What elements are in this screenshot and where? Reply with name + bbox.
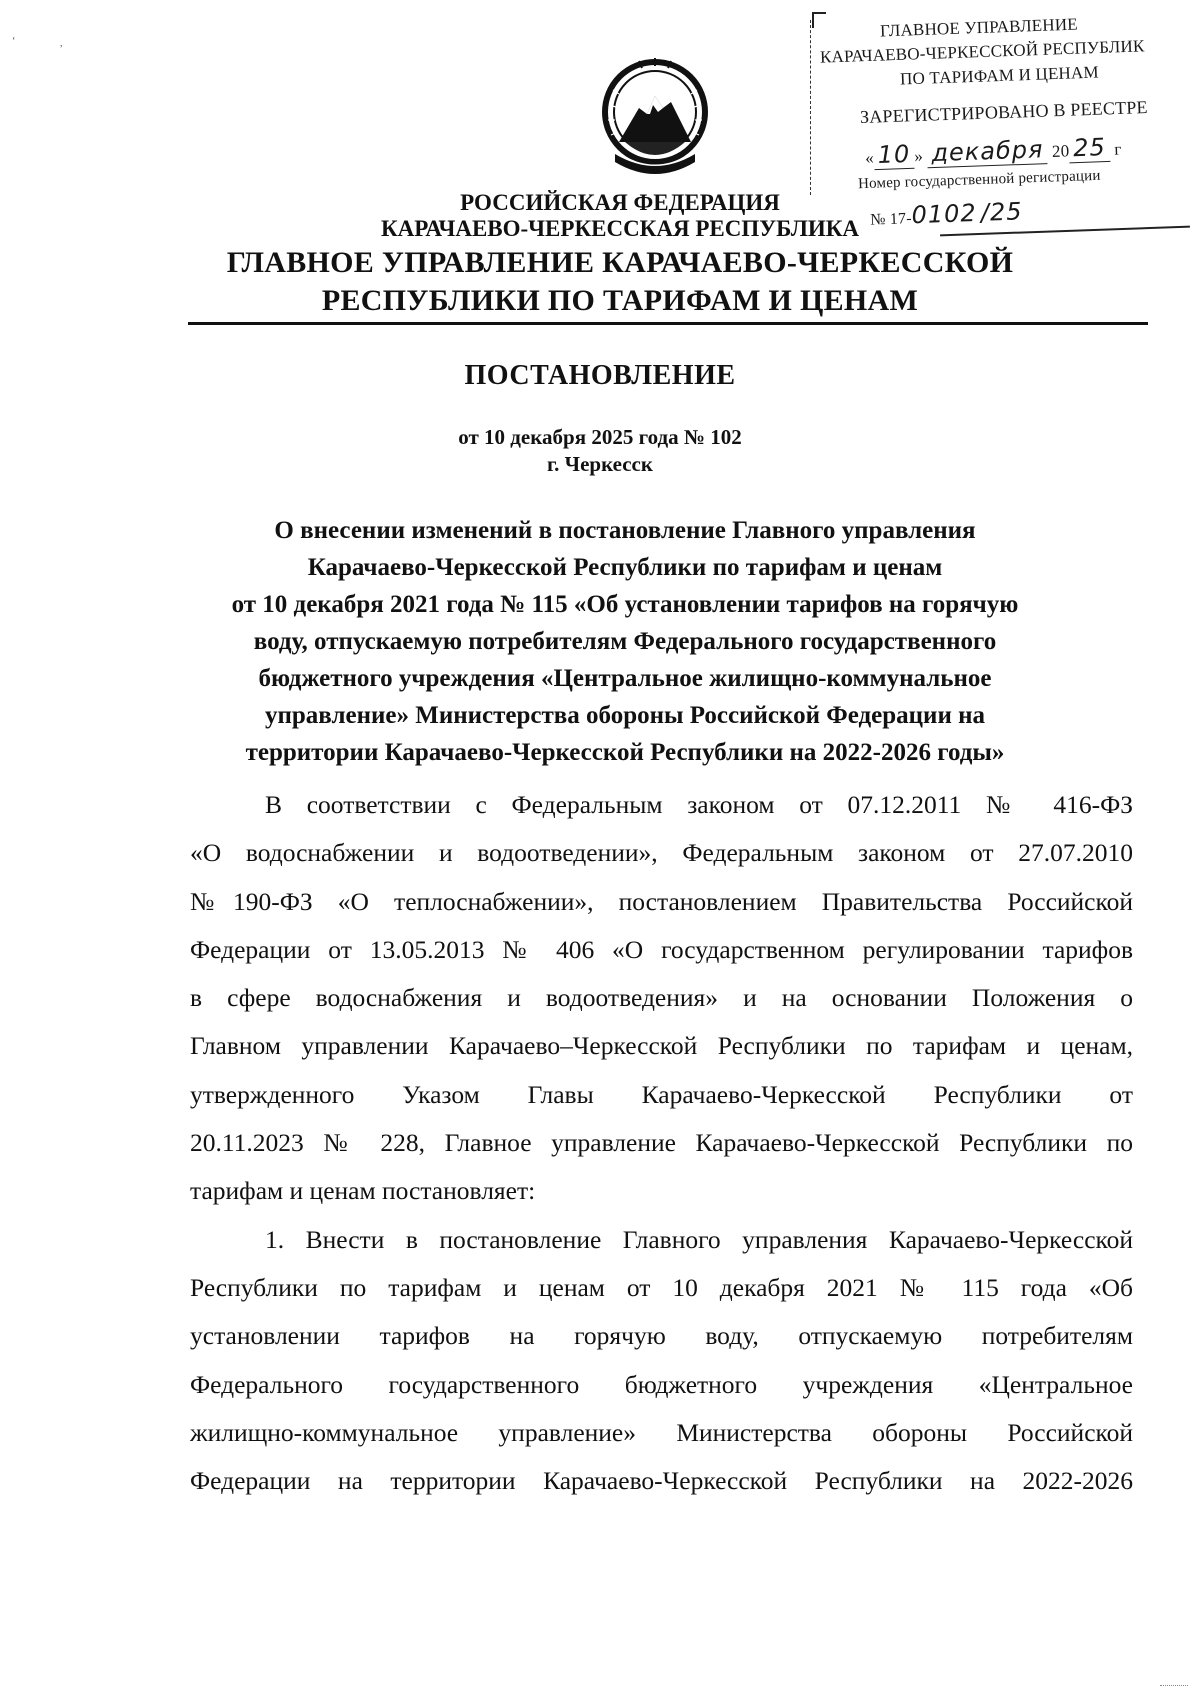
stamp-corner-mark bbox=[812, 12, 826, 28]
body-line: «О водоснабжении и водоотведении», Федеральным законом от 27.07.2010 bbox=[190, 838, 1133, 868]
subject-line: воду, отпускаемую потребителям Федерального государственного bbox=[253, 628, 997, 655]
stamp-registered-label: ЗАРЕГИСТРИРОВАНО В РЕЕСТРЕ bbox=[859, 96, 1149, 128]
body-line: утвержденного Указом Главы Карачаево-Черкесской Республики от bbox=[190, 1079, 1133, 1109]
header-country: РОССИЙСКАЯ ФЕДЕРАЦИЯ bbox=[460, 190, 780, 215]
body-line: 1. Внести в постановление Главного управления Карачаево-Черкесской bbox=[265, 1224, 1133, 1254]
body-line: №190-ФЗ «О теплоснабжении», постановлением Правительства Российской bbox=[190, 886, 1133, 916]
stamp-date-quote: « bbox=[864, 148, 875, 168]
subject-line: территории Карачаево-Черкесской Республики на 2022-2026 годы» bbox=[245, 739, 1005, 766]
stamp-border bbox=[810, 20, 812, 195]
decree-subject bbox=[150, 512, 1100, 771]
header-republic: КАРАЧАЕВО-ЧЕРКЕССКАЯ РЕСПУБЛИКА bbox=[380, 216, 860, 241]
stamp-registration-date bbox=[865, 133, 1122, 171]
stamp-reg-number-value: 0102 bbox=[911, 198, 978, 230]
body-line: Главном управлении Карачаево–Черкесской Республики по тарифам и ценам, bbox=[190, 1031, 1133, 1061]
decree-title: ПОСТАНОВЛЕНИЕ bbox=[464, 360, 736, 391]
header-org-line-2: РЕСПУБЛИКИ ПО ТАРИФАМ И ЦЕНАМ bbox=[321, 284, 919, 317]
header-org-line-1: ГЛАВНОЕ УПРАВЛЕНИЕ КАРАЧАЕВО-ЧЕРКЕССКОЙ bbox=[226, 246, 1014, 279]
subject-line: бюджетного учреждения «Центральное жилищно-коммунальное bbox=[258, 665, 992, 692]
stamp-date-month: декабря bbox=[927, 135, 1048, 168]
body-line: 20.11.2023 № 228, Главное управление Карачаево-Черкесской Республики по bbox=[190, 1128, 1133, 1158]
body-line: Федерального государственного бюджетного учреждения «Центральное bbox=[190, 1369, 1133, 1399]
stamp-reg-number-year: 25 bbox=[989, 197, 1023, 227]
stamp-date-year-prefix: 20 bbox=[1051, 141, 1070, 161]
header-divider bbox=[188, 322, 1148, 325]
body-line: Республики по тарифам и ценам от 10 декабря 2021 № 115 года «Об bbox=[190, 1272, 1133, 1302]
stamp-reg-number-sep: / bbox=[980, 198, 991, 227]
scan-mark: , bbox=[60, 38, 63, 49]
body-line: Федерации на территории Карачаево-Черкесской Республики на 2022-2026 bbox=[190, 1466, 1133, 1496]
subject-line: О внесении изменений в постановление Главного управления bbox=[274, 517, 976, 544]
stamp-date-suffix: г bbox=[1113, 139, 1122, 159]
body-line: установлении тарифов на горячую воду, отпускаемую потребителям bbox=[190, 1321, 1133, 1351]
body-line: тарифам и ценам постановляет: bbox=[190, 1176, 536, 1206]
stamp-org-line-3: ПО ТАРИФАМ И ЦЕНАМ bbox=[899, 62, 1100, 89]
decree-city: г. Черкесск bbox=[547, 452, 653, 476]
stamp-date-year-suffix: 25 bbox=[1069, 133, 1111, 163]
stamp-org-line-1: ГЛАВНОЕ УПРАВЛЕНИЕ bbox=[879, 14, 1079, 41]
stamp-date-quote-close: » bbox=[914, 146, 924, 166]
body-line: Федерации от 13.05.2013 № 406 «О государственном регулировании тарифов bbox=[190, 934, 1133, 964]
stamp-org-line-2: КАРАЧАЕВО-ЧЕРКЕССКОЙ РЕСПУБЛИК bbox=[819, 36, 1145, 67]
stamp-reg-number-label: Номер государственной регистрации bbox=[857, 167, 1101, 193]
coat-of-arms-emblem bbox=[595, 50, 715, 190]
stamp-date-day: 10 bbox=[873, 140, 915, 170]
body-line: в сфере водоснабжения и водоотведения» и на основании Положения о bbox=[190, 983, 1133, 1013]
body-line: жилищно-коммунальное управление» Министерства обороны Российской bbox=[190, 1417, 1133, 1447]
decree-date: от 10 декабря 2025 года № 102 bbox=[458, 425, 742, 449]
stamp-reg-number-prefix: № 17- bbox=[869, 210, 913, 229]
decree-body bbox=[190, 781, 1133, 1505]
body-line: В соответствии с Федеральным законом от 07.12.2011 № 416-ФЗ bbox=[265, 790, 1133, 819]
scan-footer-mark bbox=[1160, 1685, 1188, 1690]
scan-mark: ‘ bbox=[12, 36, 16, 47]
subject-line: от 10 декабря 2021 года № 115 «Об установлении тарифов на горячую bbox=[231, 591, 1019, 618]
subject-line: управление» Министерства обороны Российской Федерации на bbox=[264, 702, 986, 729]
subject-line: Карачаево-Черкесской Республики по тарифам и ценам bbox=[307, 554, 943, 581]
